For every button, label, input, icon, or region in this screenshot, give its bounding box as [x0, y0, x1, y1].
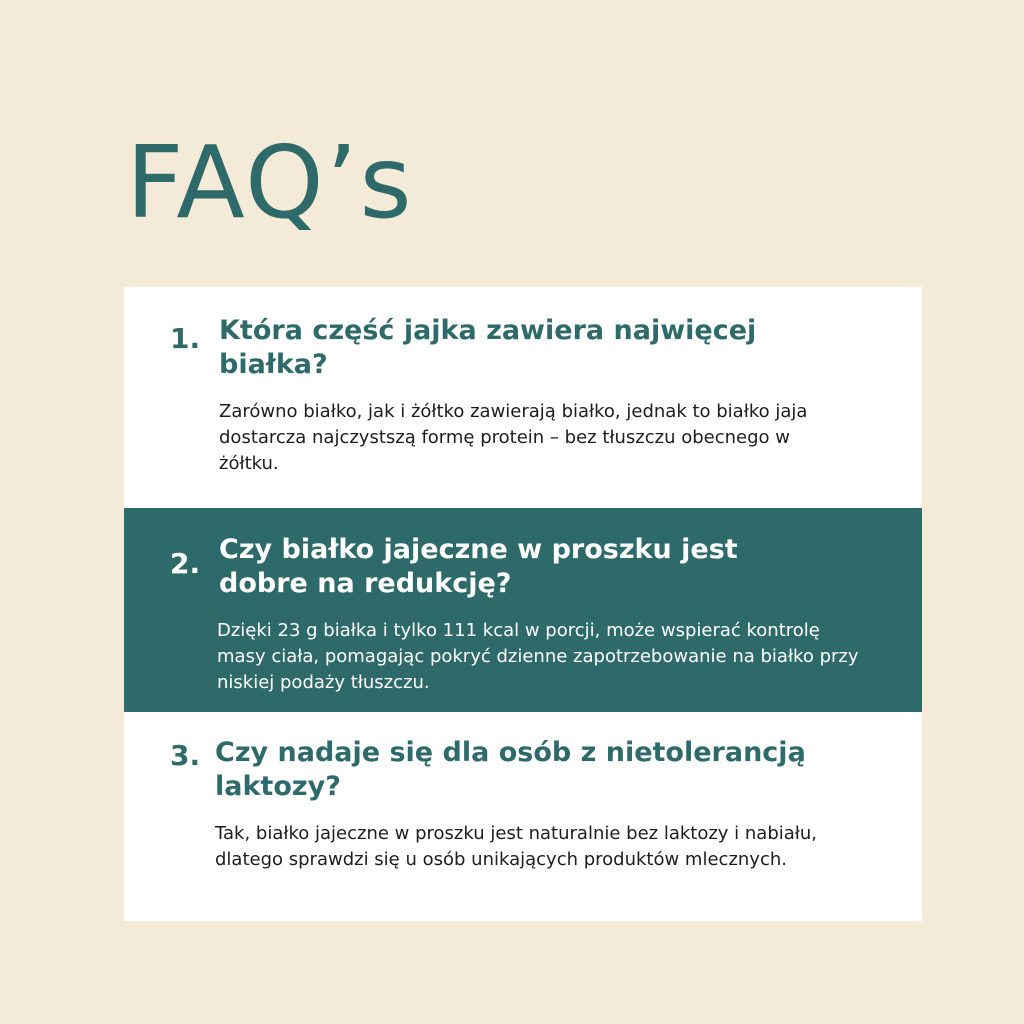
faq-answer: Dzięki 23 g białka i tylko 111 kcal w porcji, może wspierać kontrolę masy ciała, pomagając pokryć dzienne zapotrzebowanie na białko przy niskiej podaży tłuszczu.: [217, 620, 859, 693]
faq-item-2: [124, 508, 922, 712]
page-title: FAQ’s: [126, 124, 414, 241]
faq-item-1: [124, 287, 922, 508]
faq-question: Czy nadaje się dla osób z nietolerancją laktozy?: [215, 737, 806, 802]
faq-number: 2.: [170, 547, 201, 580]
faq-question: Czy białko jajeczne w proszku jest dobre na redukcję?: [219, 534, 738, 599]
faq-answer: Tak, białko jajeczne w proszku jest naturalnie bez laktozy i nabiału, dlatego sprawdzi się u osób unikających produktów mlecznych.: [215, 823, 818, 870]
faq-number: 3.: [170, 739, 201, 772]
faq-question: Która część jajka zawiera najwięcej białka?: [219, 315, 757, 380]
faq-answer: Zarówno białko, jak i żółtko zawierają białko, jednak to białko jaja dostarcza najczystszą formę protein – bez tłuszczu obecnego w żółtku.: [219, 401, 808, 474]
faq-item-3: [124, 712, 922, 921]
faq-number: 1.: [170, 322, 201, 355]
